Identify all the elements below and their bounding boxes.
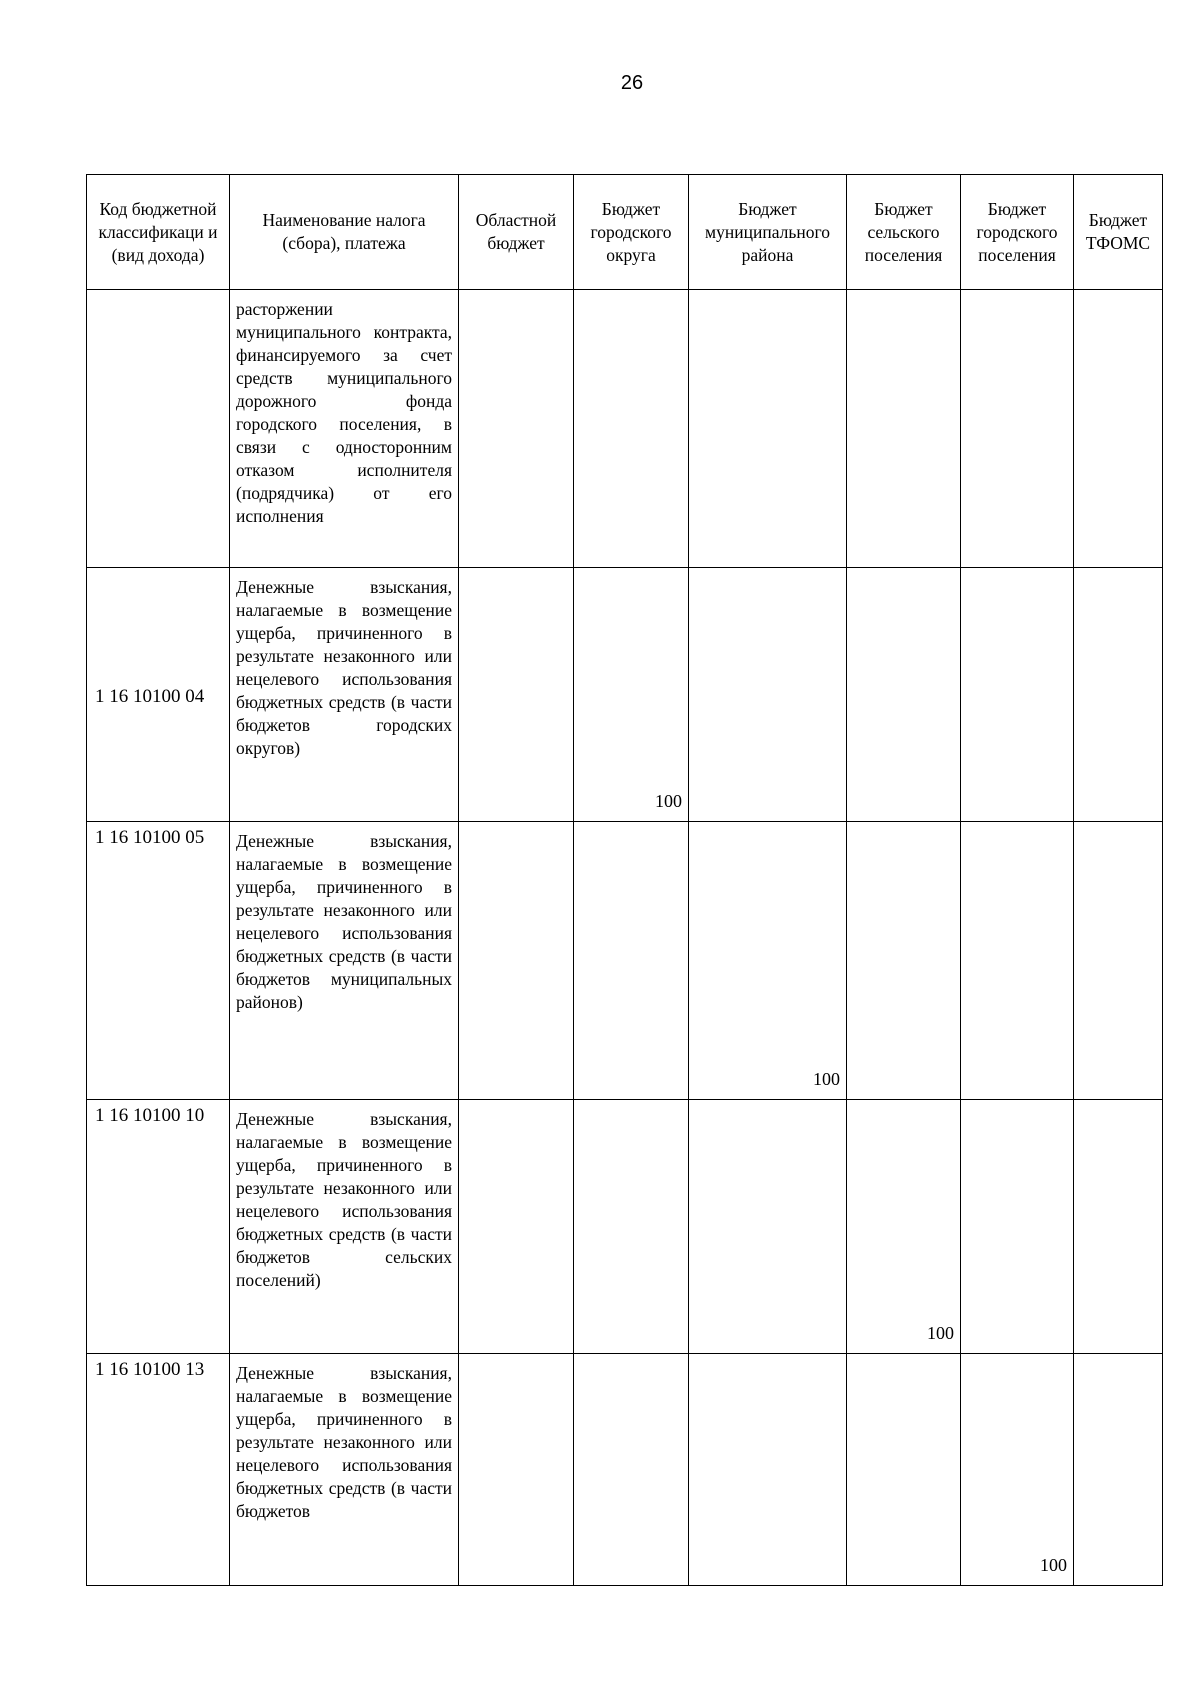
value-regional — [459, 822, 574, 1100]
row-code: 1 16 10100 05 — [87, 822, 230, 1100]
row-name: Денежные взыскания, налагаемые в возмещение ущерба, причиненного в результате незаконного или нецелевого использования бюджетных средств (в части бюджетов муниципальных районов) — [230, 822, 459, 1100]
row-code: 1 16 10100 13 — [87, 1354, 230, 1586]
value-municipal-district — [689, 290, 847, 568]
value-municipal-district — [689, 568, 847, 822]
value-city-district — [574, 1354, 689, 1586]
value-urban-settlement — [961, 1100, 1074, 1354]
value-tfoms — [1074, 1354, 1163, 1586]
value-tfoms — [1074, 568, 1163, 822]
table-header-row — [87, 175, 1163, 290]
value-tfoms — [1074, 822, 1163, 1100]
header-tfoms-budget: Бюджет ТФОМС — [1074, 175, 1163, 290]
table-row — [87, 1354, 1163, 1586]
value-city-district — [574, 290, 689, 568]
row-code: 1 16 10100 10 — [87, 1100, 230, 1354]
value-municipal-district — [689, 1354, 847, 1586]
table-row — [87, 290, 1163, 568]
header-regional-budget: Областной бюджет — [459, 175, 574, 290]
header-municipal-district-budget: Бюджет муниципального района — [689, 175, 847, 290]
header-name: Наименование налога (сбора), платежа — [230, 175, 459, 290]
row-code — [87, 290, 230, 568]
table-row — [87, 568, 1163, 822]
value-municipal-district: 100 — [689, 822, 847, 1100]
value-municipal-district — [689, 1100, 847, 1354]
value-rural-settlement: 100 — [847, 1100, 961, 1354]
page-number: 26 — [620, 72, 644, 94]
value-tfoms — [1074, 1100, 1163, 1354]
value-rural-settlement — [847, 1354, 961, 1586]
value-urban-settlement — [961, 568, 1074, 822]
value-regional — [459, 1354, 574, 1586]
value-rural-settlement — [847, 822, 961, 1100]
row-name: Денежные взыскания, налагаемые в возмещение ущерба, причиненного в результате незаконного или нецелевого использования бюджетных средств (в части бюджетов городских округов) — [230, 568, 459, 822]
value-city-district — [574, 822, 689, 1100]
value-regional — [459, 568, 574, 822]
table-row — [87, 822, 1163, 1100]
header-urban-settlement-budget: Бюджет городского поселения — [961, 175, 1074, 290]
header-code: Код бюджетной классификаци и (вид дохода) — [87, 175, 230, 290]
value-regional — [459, 290, 574, 568]
row-code: 1 16 10100 04 — [87, 568, 230, 822]
budget-distribution-table — [86, 174, 1163, 1586]
value-urban-settlement: 100 — [961, 1354, 1074, 1586]
value-urban-settlement — [961, 290, 1074, 568]
row-name: Денежные взыскания, налагаемые в возмещение ущерба, причиненного в результате незаконного или нецелевого использования бюджетных средств (в части бюджетов — [230, 1354, 459, 1586]
value-tfoms — [1074, 290, 1163, 568]
row-name: Денежные взыскания, налагаемые в возмещение ущерба, причиненного в результате незаконного или нецелевого использования бюджетных средств (в части бюджетов сельских поселений) — [230, 1100, 459, 1354]
header-city-district-budget: Бюджет городского округа — [574, 175, 689, 290]
row-name: расторжении муниципального контракта, финансируемого за счет средств муниципального дорожного фонда городского поселения, в связи с односторонним отказом исполнителя (подрядчика) от его исполнения — [230, 290, 459, 568]
value-regional — [459, 1100, 574, 1354]
value-rural-settlement — [847, 290, 961, 568]
value-city-district: 100 — [574, 568, 689, 822]
value-city-district — [574, 1100, 689, 1354]
value-urban-settlement — [961, 822, 1074, 1100]
header-rural-settlement-budget: Бюджет сельского поселения — [847, 175, 961, 290]
value-rural-settlement — [847, 568, 961, 822]
table-row — [87, 1100, 1163, 1354]
